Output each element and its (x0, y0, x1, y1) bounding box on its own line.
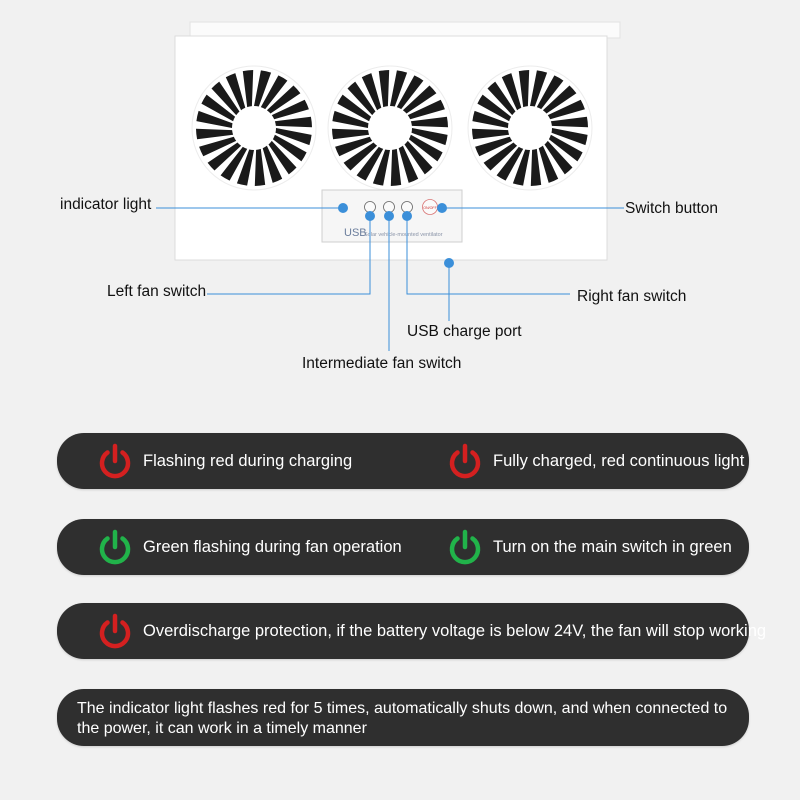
power-icon (95, 527, 135, 567)
middle-fan (328, 66, 452, 190)
fan-hub (370, 108, 410, 148)
indicator-light-label: indicator light (60, 196, 152, 213)
overdischarge-text: Overdischarge protection, if the battery voltage is below 24V, the fan will stop working (143, 621, 767, 640)
intermediate-fan-switch-label: Intermediate fan switch (302, 355, 462, 372)
power-icon (95, 441, 135, 481)
overdischarge-item (95, 603, 766, 659)
operation-status-row (57, 519, 749, 575)
flashing-red-item (95, 433, 352, 489)
button-mark-text: ON/OFF (423, 206, 437, 210)
fan-hub (510, 108, 550, 148)
left-fan-switch-label: Left fan switch (107, 283, 207, 300)
power-icon (445, 441, 485, 481)
switch-button-label: Switch button (625, 200, 719, 217)
switch-callout-dot (437, 203, 447, 213)
left-fan (192, 66, 316, 190)
fully-charged-text: Fully charged, red continuous light (493, 451, 745, 470)
main-switch-green-text: Turn on the main switch in green (493, 537, 732, 556)
middle-fan-callout-dot (384, 211, 394, 221)
note-row (57, 689, 749, 746)
right-fan (468, 66, 592, 190)
note-text: The indicator light flashes red for 5 times, automatically shuts down, and when connected to the power, it can work in a timely manner (77, 700, 728, 737)
fully-charged-item (445, 433, 744, 489)
indicator-callout-dot (338, 203, 348, 213)
left-fan-switch[interactable] (365, 202, 376, 213)
power-icon (445, 527, 485, 567)
right-fan-switch[interactable] (402, 202, 413, 213)
middle-fan-switch[interactable] (384, 202, 395, 213)
right-fan-switch-label: Right fan switch (577, 288, 687, 305)
flashing-red-text: Flashing red during charging (143, 451, 353, 470)
panel-brand-text: USB (344, 227, 367, 239)
green-flashing-item (95, 519, 402, 575)
panel-caption-text: Solar vehicle-mounted ventilator (364, 232, 443, 238)
main-switch-green-item (445, 519, 732, 575)
usb-charge-port-label: USB charge port (407, 323, 522, 340)
power-icon (95, 611, 135, 651)
overdischarge-row (57, 603, 767, 659)
right-fan-callout-dot (402, 211, 412, 221)
fan-hub (234, 108, 274, 148)
usb-callout-dot (444, 258, 454, 268)
charging-status-row (57, 433, 749, 489)
green-flashing-text: Green flashing during fan operation (143, 537, 402, 556)
left-fan-callout-dot (365, 211, 375, 221)
